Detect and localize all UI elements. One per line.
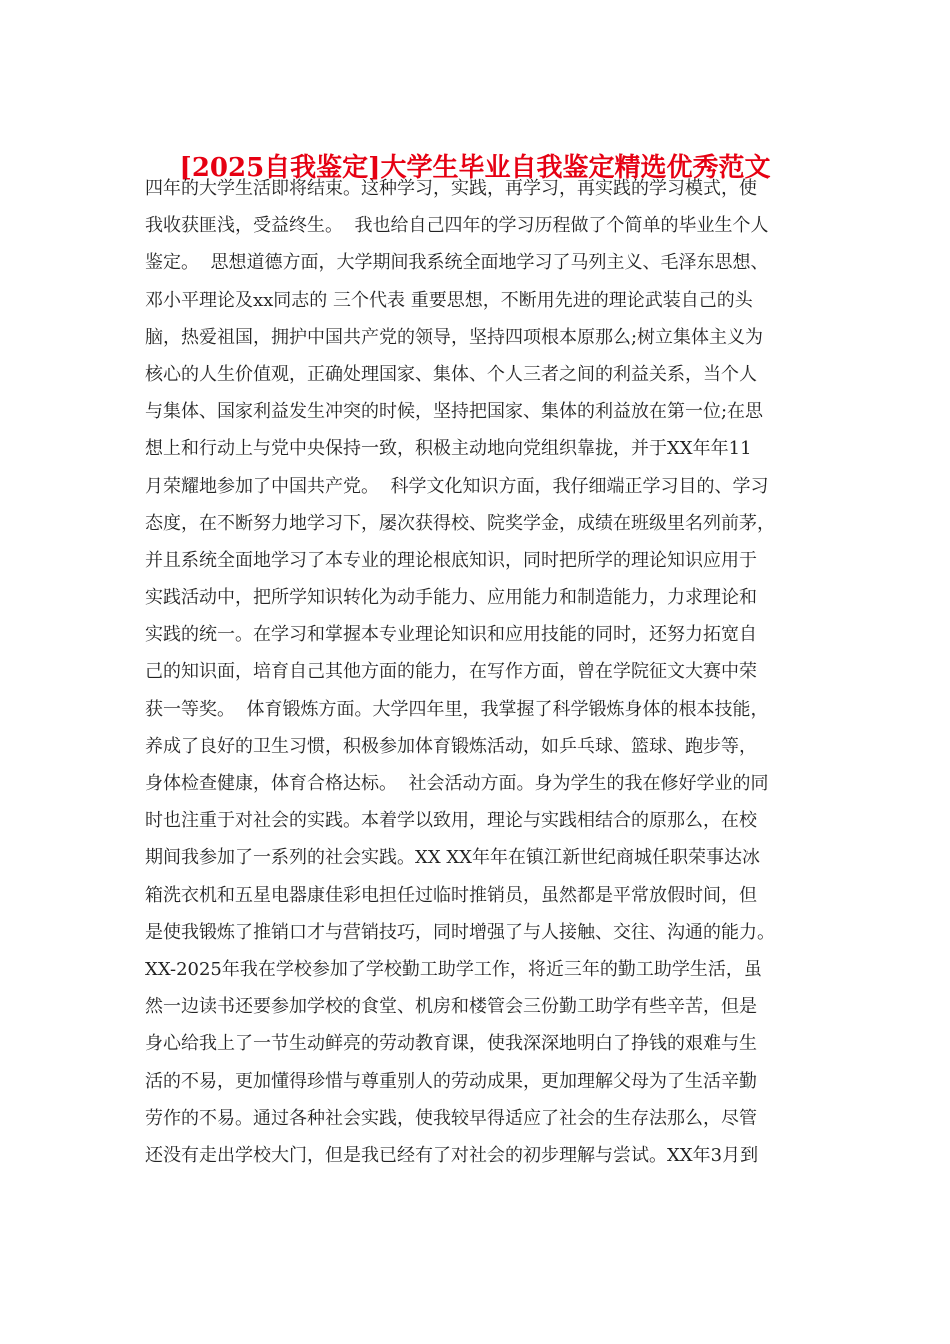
body-line: 与集体、国家利益发生冲突的时候，坚持把国家、集体的利益放在第一位;在思: [145, 401, 764, 423]
body-line: 还没有走出学校大门，但是我已经有了对社会的初步理解与尝试。XX年3月到: [145, 1144, 759, 1166]
document-title: [2025自我鉴定]大学生毕业自我鉴定精选优秀范文: [179, 153, 771, 183]
body-line: 并且系统全面地学习了本专业的理论根底知识，同时把所学的理论知识应用于: [145, 549, 757, 571]
body-line: 然一边读书还要参加学校的食堂、机房和楼管会三份勤工助学有些辛苦，但是: [145, 996, 757, 1018]
body-line: 我收获匪浅，受益终生。 我也给自己四年的学习历程做了个简单的毕业生个人: [145, 215, 769, 237]
body-line: 身心给我上了一节生动鲜亮的劳动教育课，使我深深地明白了挣钱的艰难与生: [145, 1033, 757, 1055]
body-line: 实践活动中，把所学知识转化为动手能力、应用能力和制造能力，力求理论和: [145, 587, 757, 609]
body-line: 期间我参加了一系列的社会实践。XX XX年年在镇江新世纪商城任职荣事达冰: [145, 847, 760, 869]
body-line: 活的不易，更加懂得珍惜与尊重别人的劳动成果，更加理解父母为了生活辛勤: [145, 1070, 757, 1092]
body-line: 脑，热爱祖国，拥护中国共产党的领导，坚持四项根本原那么;树立集体主义为: [145, 326, 764, 348]
body-line: XX-2025年我在学校参加了学校勤工助学工作，将近三年的勤工助学生活，虽: [145, 958, 762, 980]
body-line: 月荣耀地参加了中国共产党。 科学文化知识方面，我仔细端正学习目的、学习: [145, 475, 769, 497]
document-body: [145, 170, 815, 1174]
body-line: 身体检查健康，体育合格达标。 社会活动方面。身为学生的我在修好学业的同: [145, 773, 769, 794]
body-line: 实践的统一。在学习和掌握本专业理论知识和应用技能的同时，还努力拓宽自: [145, 624, 757, 646]
body-line: 四年的大学生活即将结束。这种学习，实践，再学习，再实践的学习模式，使: [145, 178, 757, 199]
body-line: 己的知识面，培育自己其他方面的能力，在写作方面，曾在学院征文大赛中荣: [145, 661, 757, 683]
body-line: 养成了良好的卫生习惯，积极参加体育锻炼活动，如乒乓球、篮球、跑步等，: [145, 735, 757, 757]
body-line: 箱洗衣机和五星电器康佳彩电担任过临时推销员，虽然都是平常放假时间，但: [145, 884, 757, 906]
body-line: 态度，在不断努力地学习下，屡次获得校、院奖学金，成绩在班级里名列前茅，: [145, 512, 775, 534]
body-line: 是使我锻炼了推销口才与营销技巧，同时增强了与人接触、交往、沟通的能力。: [145, 921, 775, 943]
body-line: 获一等奖。 体育锻炼方面。大学四年里，我掌握了科学锻炼身体的根本技能，: [145, 698, 769, 720]
body-line: 劳作的不易。通过各种社会实践，使我较早得适应了社会的生存法那么，尽管: [145, 1107, 757, 1129]
body-line: 核心的人生价值观，正确处理国家、集体、个人三者之间的利益关系，当个人: [145, 363, 757, 385]
body-line: 想上和行动上与党中央保持一致，积极主动地向党组织靠拢，并于XX年年11: [145, 438, 752, 460]
body-line: 鉴定。 思想道德方面，大学期间我系统全面地学习了马列主义、毛泽东思想、: [145, 252, 769, 274]
body-line: 时也注重于对社会的实践。本着学以致用，理论与实践相结合的原那么，在校: [145, 810, 757, 832]
body-line: 邓小平理论及xx同志的 三个代表 重要思想，不断用先进的理论武装自己的头: [145, 289, 753, 311]
